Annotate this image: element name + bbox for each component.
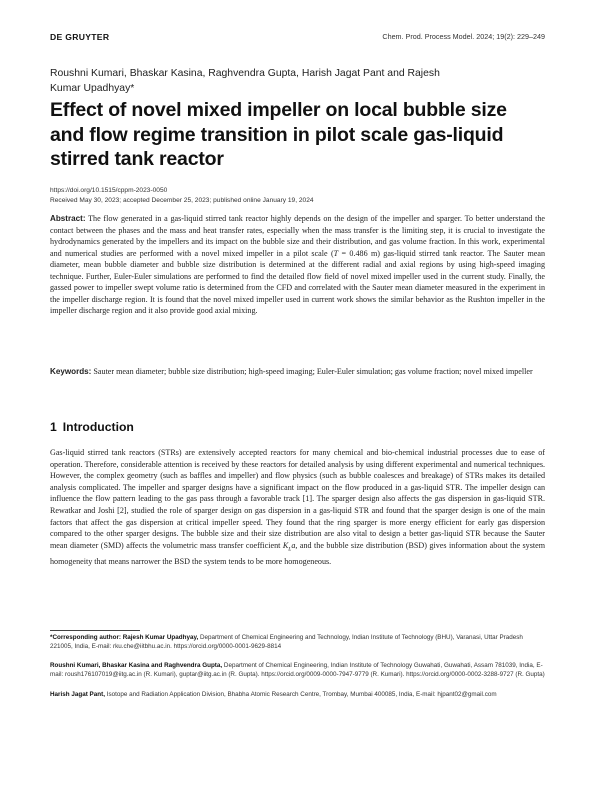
footnote-name: *Corresponding author: Rajesh Kumar Upadhyay,: [50, 634, 199, 641]
keywords-label: Keywords:: [50, 367, 92, 376]
abstract-text-1: The flow generated in a gas-liquid stirred tank reactor highly depends on the design of the impeller and sparger. To better understand the contact between the phases and the mass and heat transfer rates, especially when the mass transfer is the limiting step, it is crucial to investigate the hydrodynamics generated by the impellers and its impact on the bubble size and their distribution, and gas volume fraction. In this work, experimental and numerical studies are performed with a novel mixed impeller in a pilot scale (: [50, 214, 545, 258]
footnote-name: Harish Jagat Pant,: [50, 691, 105, 698]
footnote-author-barc: [50, 690, 545, 699]
introduction-text: [50, 447, 545, 568]
footnote-text: Isotope and Radiation Application Division, Bhabha Atomic Research Centre, Trombay, Mumbai 400085, India, E-mail: hjpant02@gmail.com: [104, 691, 497, 698]
section-title: Introduction: [62, 420, 134, 434]
footnote-divider: [50, 630, 140, 631]
article-meta: [50, 186, 545, 205]
abstract: [50, 213, 545, 317]
abstract-text-2: = 0.486 m) gas-liquid stirred tank reactor. The Sauter mean diameter, mean bubble diameter and bubble size distribution is determined at the different radial and axial regions by using high-speed imaging technique. Further, Euler-Euler simulations are performed to find the detailed flow field of novel mixed impeller used in the current study. Finally, the gassed power to impeller swept volume ratio is determined from the CFD and correlated with the Sauter mean diameter measured in the experiment in the impeller discharge region. It is found that the novel mixed impeller used in current work shows the similar behavior as the Rushton impeller in the impeller discharge region and it also provide good axial mixing.: [50, 248, 545, 315]
footnote-authors-iitg: [50, 661, 545, 680]
section-heading: [50, 420, 134, 434]
footnote-corresponding-author: [50, 633, 545, 652]
section-number: 1: [50, 420, 57, 434]
paper-title: Effect of novel mixed impeller on local bubble size and flow regime transition in pilot scale gas-liquid stirred tank reactor: [50, 99, 507, 170]
abstract-symbol-t: T: [333, 248, 339, 258]
publisher-logo: DE GRUYTER: [50, 32, 110, 42]
kla-symbol: $K_La$: [282, 540, 296, 553]
intro-text-2: , and the bubble size distribution (BSD) gives information about the system homogeneity that means narrower the BSD the system tends to be more homogeneous.: [50, 540, 546, 566]
abstract-label: Abstract:: [50, 214, 86, 223]
keywords: [50, 366, 545, 378]
footnote-text: Department of Chemical Engineering, Indian Institute of Technology Guwahati, Guwahati, Assam 781039, India, E-mail: roush176107019@iitg.ac.in (R. Kumari), guptar@iitg.ac.in (R. Gupta). https://orcid.org/0009-0000-7947-9779 (R. Kumari). https://orcid.org/0000-0002-3288-9727 (R. Gupta): [50, 662, 545, 679]
keywords-text: Sauter mean diameter; bubble size distribution; high-speed imaging; Euler-Euler simulation; gas volume fraction; novel mixed impeller: [93, 367, 533, 376]
footnote-text: Department of Chemical Engineering and Technology, Indian Institute of Technology (BHU), Varanasi, Uttar Pradesh 221005, India, E-mail: rku.che@iitbhu.ac.in. https://orcid.org/0000-0001-9629-8814: [50, 634, 523, 651]
journal-citation: Chem. Prod. Process Model. 2024; 19(2): 229–249: [382, 32, 545, 41]
intro-text-1: Gas-liquid stirred tank reactors (STRs) are extensively accepted reactors for many chemical and bio-chemical industrial processes due to ease of operation. Therefore, considerable attention is received by these reactors for detailed analysis by using different experimental and numerical techniques. However, the complex geometry (such as baffles and impeller) and flow physics (such as bubble coalesces and breakage) of STRs makes its detailed analysis complicated. The impeller and sparger designs have a significant impact on the flow produced in a gas-liquid STR. The impeller design can influence the flow pattern leading to the gas pass through a favorable track [1]. The sparger design also affects the gas dispersion in gas-liquid STR. Rewatkar and Joshi [2], studied the role of sparger design on gas dispersion in a gas-liquid STR and found that the sparger design is one of the main factors that affect the gas dispersion at critical impeller speed. They found that the ring sparger is more energy efficient for early gas dispersion compared to the other sparger designs. The bubble size and their size distribution are also vital to design a better gas-liquid STR because the Sauter mean diameter (SMD) affects the volumetric mass transfer coefficient: [50, 448, 545, 550]
footnote-name: Roushni Kumari, Bhaskar Kasina and Raghvendra Gupta,: [50, 662, 223, 669]
doi-link[interactable]: https://doi.org/10.1515/cppm-2023-0050: [50, 187, 168, 194]
author-list: Roushni Kumari, Bhaskar Kasina, Raghvendra Gupta, Harish Jagat Pant and Rajesh Kumar Upadhyay*: [50, 68, 440, 94]
publication-dates: Received May 30, 2023; accepted December 25, 2023; published online January 19, 2024: [50, 196, 314, 204]
